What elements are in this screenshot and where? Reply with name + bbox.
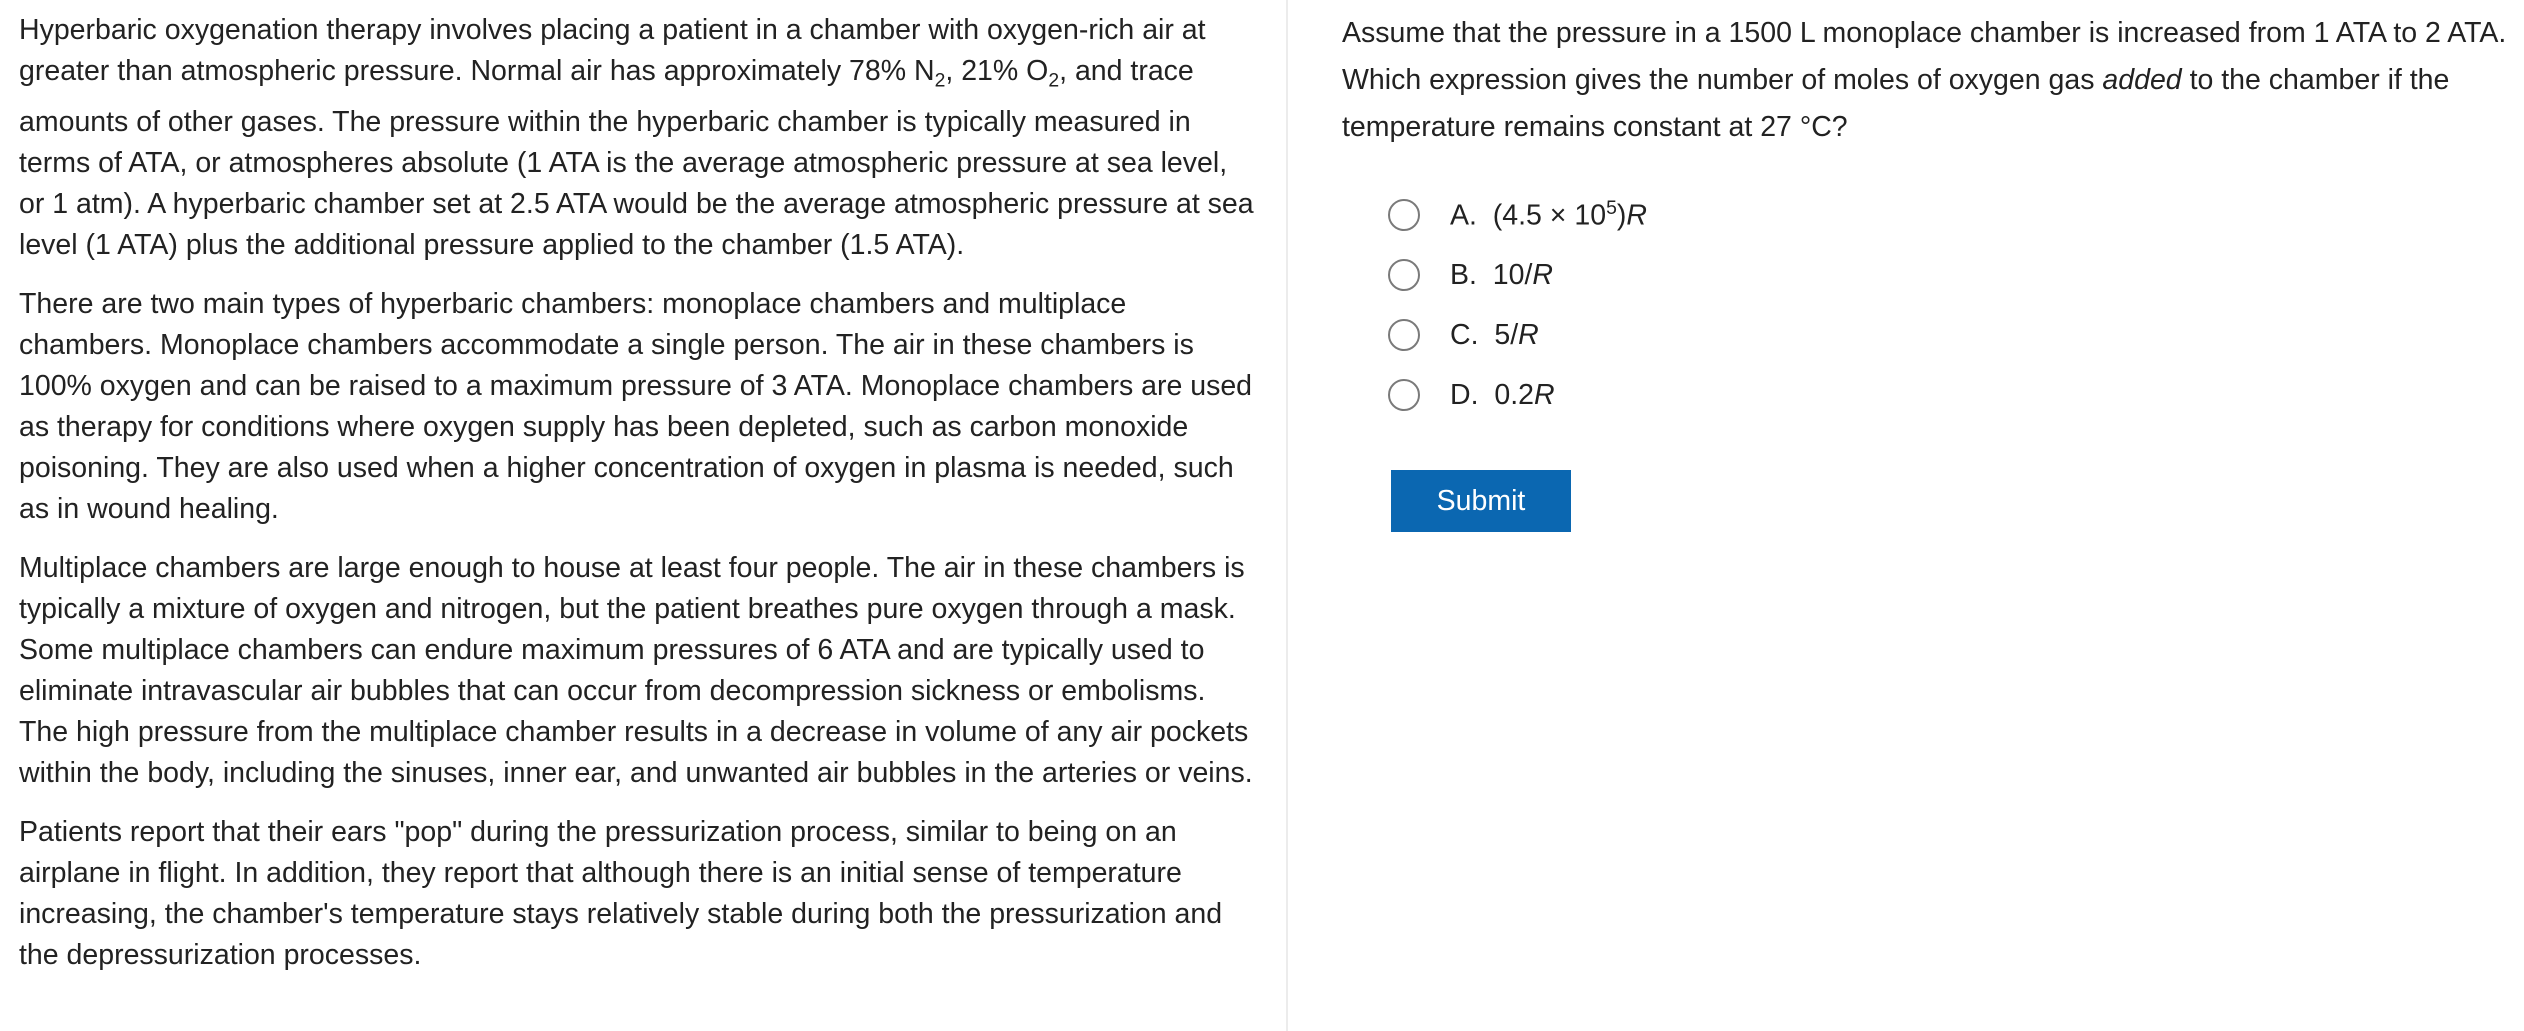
choice-b[interactable] (1388, 245, 2517, 305)
submit-button[interactable]: Submit (1391, 470, 1571, 532)
radio-button-b[interactable] (1388, 259, 1420, 291)
answer-choices (1388, 185, 2517, 425)
panel-divider[interactable] (1286, 0, 1288, 1031)
choice-a[interactable] (1388, 185, 2517, 245)
passage-paragraph-3: Multiplace chambers are large enough to house at least four people. The air in these chambers is typically a mixture of oxygen and nitrogen, but the patient breathes pure oxygen through a mask. Some multiplace chambers can endure maximum pressures of 6 ATA and are typically used to eliminate intravascular air bubbles that can occur from decompression sickness or embolisms. The high pressure from the multiplace chamber results in a decrease in volume of any air pockets within the body, including the sinuses, inner ear, and unwanted air bubbles in the arteries or veins. (19, 551, 1253, 789)
choice-d[interactable] (1388, 365, 2517, 425)
radio-button-a[interactable] (1388, 199, 1420, 231)
passage-paragraph-1: Hyperbaric oxygenation therapy involves placing a patient in a chamber with oxygen-rich air at greater than atmospheric pressure. Normal air has approximately 78% $N_2$, 21% $O_2$, and trace amounts of other gases. The pressure within the hyperbaric chamber is typically measured in terms of ATA, or atmospheres absolute (1 ATA is the average atmospheric pressure at sea level, or 1 atm). A hyperbaric chamber set at 2.5 ATA would be the average atmospheric pressure at sea level (1 ATA) plus the additional pressure applied to the chamber (1.5 ATA). (19, 14, 1254, 261)
passage-paragraph-2: There are two main types of hyperbaric chambers: monoplace chambers and multiplace chambers. Monoplace chambers accommodate a single person. The air in these chambers is 100% oxygen and can be raised to a maximum pressure of 3 ATA. Monoplace chambers are used as therapy for conditions where oxygen supply has been depleted, such as carbon monoxide poisoning. They are also used when a higher concentration of oxygen in plasma is needed, such as in wound healing. (19, 287, 1253, 525)
question-panel (1342, 10, 2517, 532)
radio-button-c[interactable] (1388, 319, 1420, 351)
radio-button-d[interactable] (1388, 379, 1420, 411)
passage-paragraph-4: Patients report that their ears "pop" during the pressurization process, similar to being on an airplane in flight. In addition, they report that although there is an initial sense of temperature increasing, the chamber's temperature stays relatively stable during both the pressurization and the depressurization processes. (19, 815, 1223, 971)
choice-d-text[interactable]: D. 0.2R (1450, 378, 1555, 411)
question-stem: Assume that the pressure in a 1500 L monoplace chamber is increased from 1 ATA to 2 ATA. Which expression gives the number of moles of oxygen gas added to the chamber if the temperature remains constant at 27 °C? (1342, 17, 2507, 143)
passage (19, 10, 1254, 994)
choice-c-text[interactable]: C. 5/R (1450, 318, 1539, 351)
choice-b-text[interactable]: B. 10/R (1450, 258, 1553, 291)
choice-a-text[interactable]: A. $(4.5 \times 10^5)R$ (1450, 197, 1647, 232)
choice-c[interactable] (1388, 305, 2517, 365)
